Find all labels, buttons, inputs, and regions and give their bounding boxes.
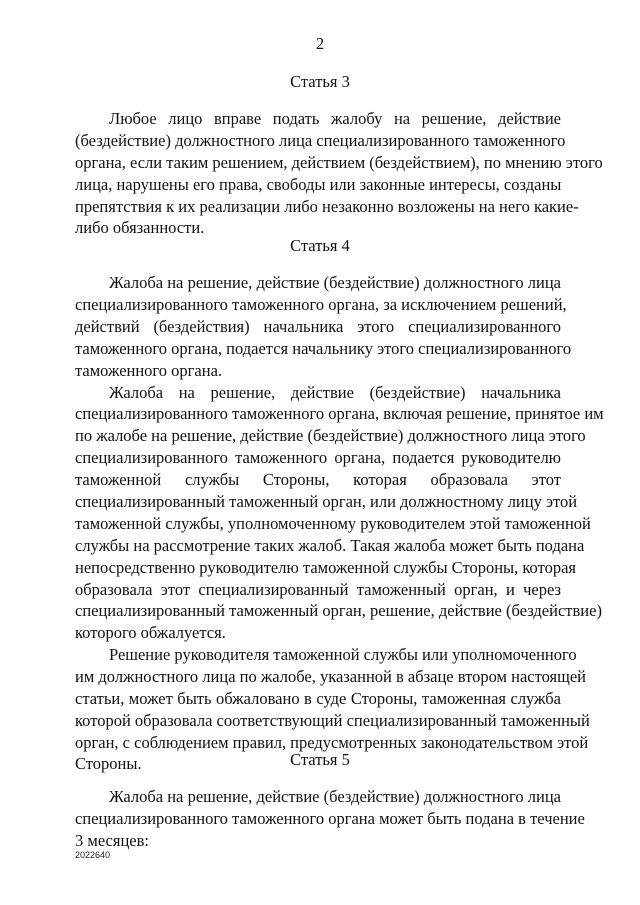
text-line: орган, с соблюдением правил, предусмотренных законодательством этой	[75, 732, 589, 752]
text-line: службы на рассмотрение таких жалоб. Такая жалоба может быть подана	[75, 535, 585, 555]
text-line: таможенной службы Стороны, которая образовала этот	[75, 470, 561, 490]
text-line: Решение руководителя таможенной службы или уполномоченного	[109, 645, 577, 664]
text-line: непосредственно руководителю таможенной службы Стороны, которая	[75, 557, 576, 577]
text-line: Любое лицо вправе подать жалобу на решение, действие	[109, 109, 561, 128]
text-line: специализированного таможенного органа, подается руководителю	[75, 448, 561, 468]
text-line: по жалобе на решение, действие (бездействие) должностного лица этого	[75, 426, 586, 446]
text-line: Стороны.	[75, 754, 142, 774]
text-line: Жалоба на решение, действие (бездействие) должностного лица	[109, 787, 561, 806]
text-line: статьи, может быть обжаловано в суде Стороны, таможенная служба	[75, 688, 561, 708]
text-line: Жалоба на решение, действие (бездействие) начальника	[109, 382, 561, 402]
text-line: препятствия к их реализации либо незаконно возложены на него какие-	[75, 196, 579, 216]
text-line: Жалоба на решение, действие (бездействие) должностного лица	[109, 273, 561, 292]
text-line: специализированного таможенного органа может быть подана в течение	[75, 808, 585, 828]
text-line: действий (бездействия) начальника этого специализированного	[75, 316, 561, 336]
article-5-heading: Статья 5	[290, 750, 350, 769]
text-line: лица, нарушены его права, свободы или законные интересы, созданы	[75, 174, 562, 194]
document-code: 2022640	[75, 850, 111, 860]
article-4-heading: Статья 4	[290, 236, 350, 255]
text-line: (бездействие) должностного лица специализированного таможенного	[75, 130, 566, 150]
article-5-paragraph-1	[75, 786, 585, 852]
text-line: специализированного таможенного органа, за исключением решений,	[75, 294, 567, 314]
text-line: таможенного органа.	[75, 360, 223, 380]
text-line: им должностного лица по жалобе, указанной в абзаце втором настоящей	[75, 666, 586, 686]
text-line: 3 месяцев:	[75, 830, 149, 850]
text-line: специализированный таможенный орган, или должностному лицу этой	[75, 491, 578, 511]
text-line: которого обжалуется.	[75, 623, 226, 643]
article-3-heading: Статья 3	[290, 72, 350, 91]
text-line: специализированный таможенный орган, решение, действие (бездействие)	[75, 601, 602, 621]
text-line: которой образовала соответствующий специализированный таможенный	[75, 710, 590, 730]
text-line: таможенного органа, подается начальнику этого специализированного	[75, 338, 572, 358]
text-line: либо обязанности.	[75, 218, 205, 238]
page-number: 2	[315, 34, 325, 53]
text-line: таможенной службы, уполномоченному руководителем этой таможенной	[75, 513, 591, 533]
article-4-paragraph-2	[75, 382, 604, 645]
text-line: специализированного таможенного органа, включая решение, принятое им	[75, 404, 604, 424]
article-4-paragraph-1	[75, 272, 572, 381]
text-line: органа, если таким решением, действием (бездействием), по мнению этого	[75, 152, 603, 172]
article-3-paragraph-1	[75, 108, 603, 239]
text-line: образовала этот специализированный таможенный орган, и через	[75, 579, 561, 599]
